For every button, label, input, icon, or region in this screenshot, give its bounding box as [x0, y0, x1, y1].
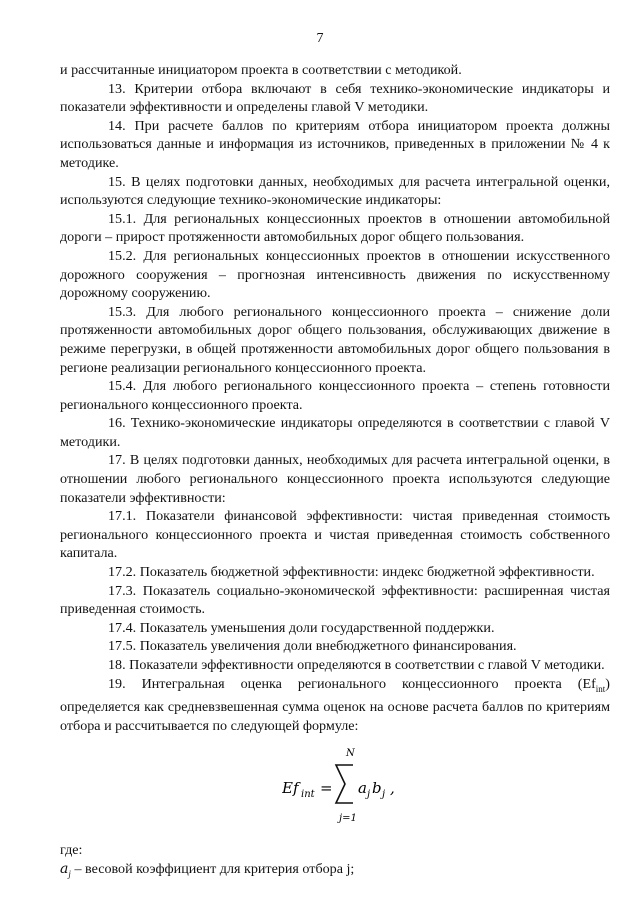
- paragraph: 17.4. Показатель уменьшения доли государственной поддержки.: [108, 619, 495, 636]
- definition-symbol-sub: j: [68, 868, 71, 879]
- paragraph: 18. Показатели эффективности определяются в соответствии с главой V методики.: [108, 657, 605, 673]
- term-b: b: [372, 779, 382, 798]
- term-b-sub: j: [382, 789, 386, 801]
- paragraph: 15.2. Для региональных концессионных проектов в отношении искусственного дорожного сооружения – прогнозная интенсивность движения по искусственному дорожному сооружению.: [60, 247, 610, 302]
- definition-symbol: a: [60, 860, 69, 877]
- paragraph: 17.3. Показатель социально-экономической эффективности: расширенная чистая приведенная стоимость.: [60, 582, 610, 618]
- term-a: a: [358, 779, 367, 798]
- paragraph: 16. Технико-экономические индикаторы определяются в соответствии с главой V методики.: [60, 415, 610, 450]
- paragraph: 15.3. Для любого регионального концессионного проекта – снижение доли протяженности автомобильных дорог общего пользования, обслуживающих движение в режиме перегрузки, в общей протяженности автомобильных дорог общего пользования в регионе реализации регионального концессионного проекта.: [60, 303, 610, 376]
- paragraph: 15.1. Для региональных концессионных проектов в отношении автомобильной дороги – прирост протяженности автомобильных дорог общего пользования.: [60, 210, 610, 246]
- definition-text: – весовой коэффициент для критерия отбора j;: [70, 860, 355, 877]
- paragraph: 14. При расчете баллов по критериям отбора инициатором проекта должны использоваться данные и информация из источников, приведенных в приложении № 4 к методике.: [60, 117, 610, 171]
- paragraph: 17. В целях подготовки данных, необходимых для расчета интегральной оценки, в отношении любого регионального концессионного проекта используются следующие показатели эффективности:: [60, 452, 610, 506]
- paragraph: 17.5. Показатель увеличения доли внебюджетного финансирования.: [108, 638, 517, 655]
- paragraph: 15.4. Для любого регионального концессионного проекта – степень готовности регионального концессионного проекта.: [60, 378, 610, 413]
- where-label: где:: [60, 842, 83, 859]
- formula: [282, 743, 402, 835]
- formula-trailing-comma: ,: [390, 779, 395, 798]
- paragraph: 15. В целях подготовки данных, необходимых для расчета интегральной оценки, используются следующие технико-экономические индикаторы:: [60, 173, 610, 209]
- paragraph-text: 19. Интегральная оценка регионального концессионного проекта (Ef: [108, 675, 596, 692]
- paragraph-text-tail: ) определяется как средневзвешенная сумма оценок на основе расчета баллов по критериям отбора и рассчитывается по следующей формуле:: [60, 675, 610, 734]
- formula-block: [60, 743, 610, 835]
- page-number: 7: [316, 31, 324, 46]
- paragraph: и рассчитанные инициатором проекта в соответствии с методикой.: [60, 62, 462, 78]
- paragraph: 17.2. Показатель бюджетной эффективности: индекс бюджетной эффективности.: [108, 564, 595, 581]
- term-a-sub: j: [367, 789, 371, 801]
- paragraph: 13. Критерии отбора включают в себя технико-экономические индикаторы и показатели эффективности и определены главой V методики.: [60, 80, 610, 116]
- paragraph-with-subscript: [60, 675, 610, 736]
- formula-equals: =: [320, 779, 333, 798]
- paragraph: 17.1. Показатели финансовой эффективности: чистая приведенная стоимость регионального концессионного проекта и чистая приведенная стоимость собственного капитала.: [60, 508, 610, 562]
- summation-icon: [336, 765, 353, 803]
- document-body: [60, 61, 610, 883]
- formula-lhs-sub: int: [301, 789, 315, 801]
- sum-lower-limit: j=1: [339, 813, 357, 825]
- subscript: int: [595, 683, 606, 694]
- formula-lhs: Ef: [282, 779, 299, 798]
- sum-upper-limit: N: [346, 748, 355, 760]
- definition-line: [60, 860, 610, 883]
